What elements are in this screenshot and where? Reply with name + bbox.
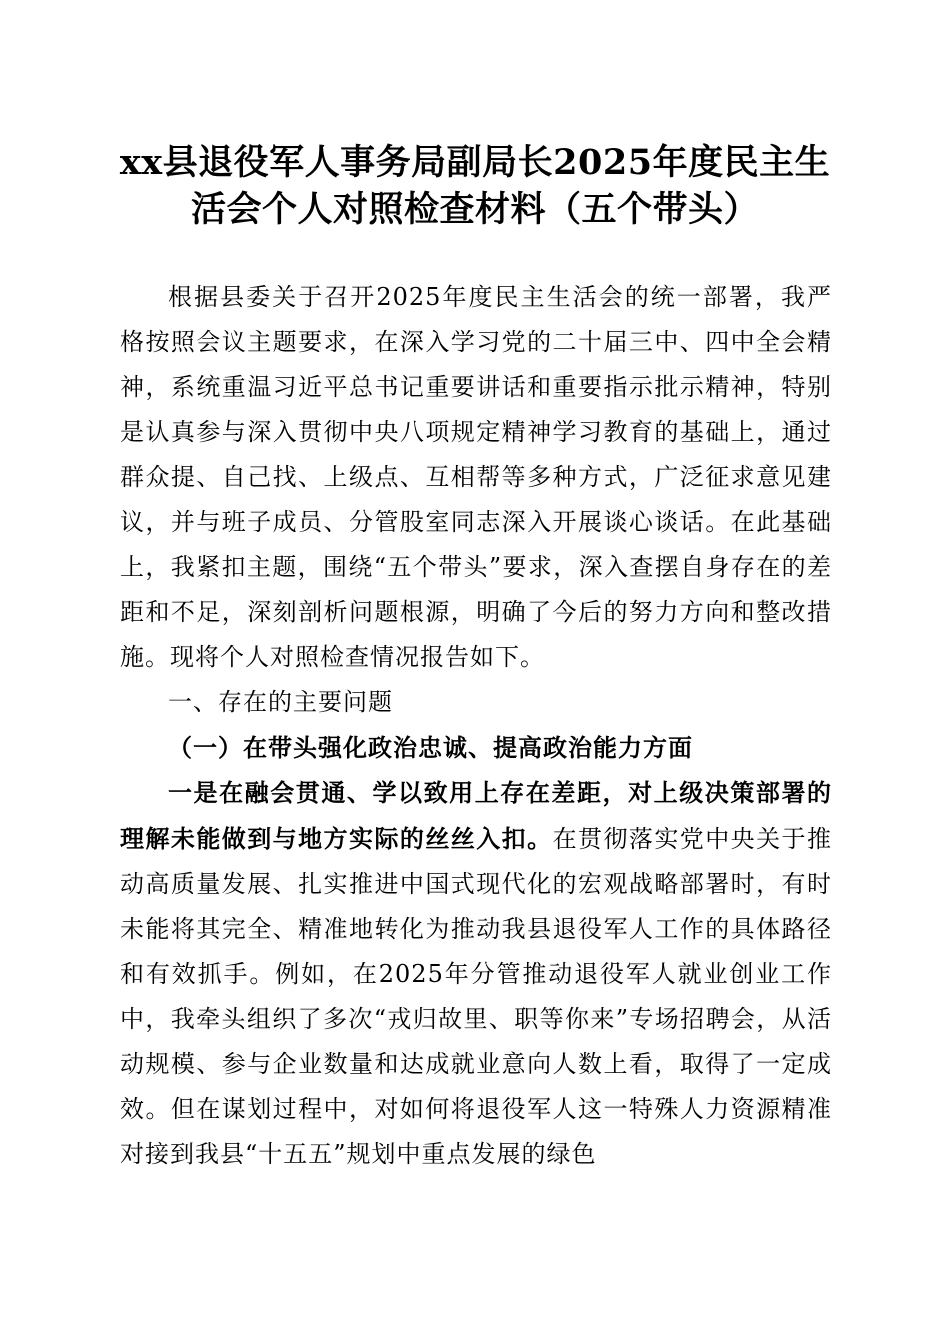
intro-paragraph-block <box>120 275 832 680</box>
point-1-lead: 一是在融会贯通、学以致用上存在差距，对上级决策部署的理解未能做到与地方实际的丝丝入扣。 <box>120 778 832 853</box>
point-1-block <box>120 770 832 1177</box>
subsection-heading: （一）在带头强化政治忠诚、提高政治能力方面 <box>168 733 693 762</box>
point-1-paragraph <box>120 770 832 1177</box>
document-title-line-2: 活会个人对照检查材料（五个带头） <box>190 189 759 230</box>
section-heading: 一、存在的主要问题 <box>168 688 393 716</box>
document-title-line-1: xx县退役军人事务局副局长2025年度民主生 <box>119 142 831 183</box>
intro-paragraph: 根据县委关于召开2025年度民主生活会的统一部署，我严格按照会议主题要求，在深入学习党的二十届三中、四中全会精神，系统重温习近平总书记重要讲话和重要指示批示精神，特别是认真参与深入贯彻中央八项规定精神学习教育的基础上，通过群众提、自己找、上级点、互相帮等多种方式，广泛征求意见建议，并与班子成员、分管股室同志深入开展谈心谈话。在此基础上，我紧扣主题，围绕“五个带头”要求，深入查摆自身存在的差距和不足，深刻剖析问题根源，明确了今后的努力方向和整改措施。现将个人对照检查情况报告如下。 <box>120 283 832 671</box>
point-1-body: 在贯彻落实党中央关于推动高质量发展、扎实推进中国式现代化的宏观战略部署时，有时未能将其完全、精准地转化为推动我县退役军人工作的具体路径和有效抓手。例如，在2025年分管推动退役军人就业创业工作中，我牵头组织了多次“戎归故里、职等你来”专场招聘会，从活动规模、参与企业数量和达成就业意向人数上看，取得了一定成效。但在谋划过程中，对如何将退役军人这一特殊人力资源精准对接到我县“十五五”规划中重点发展的绿色 <box>120 825 833 1168</box>
